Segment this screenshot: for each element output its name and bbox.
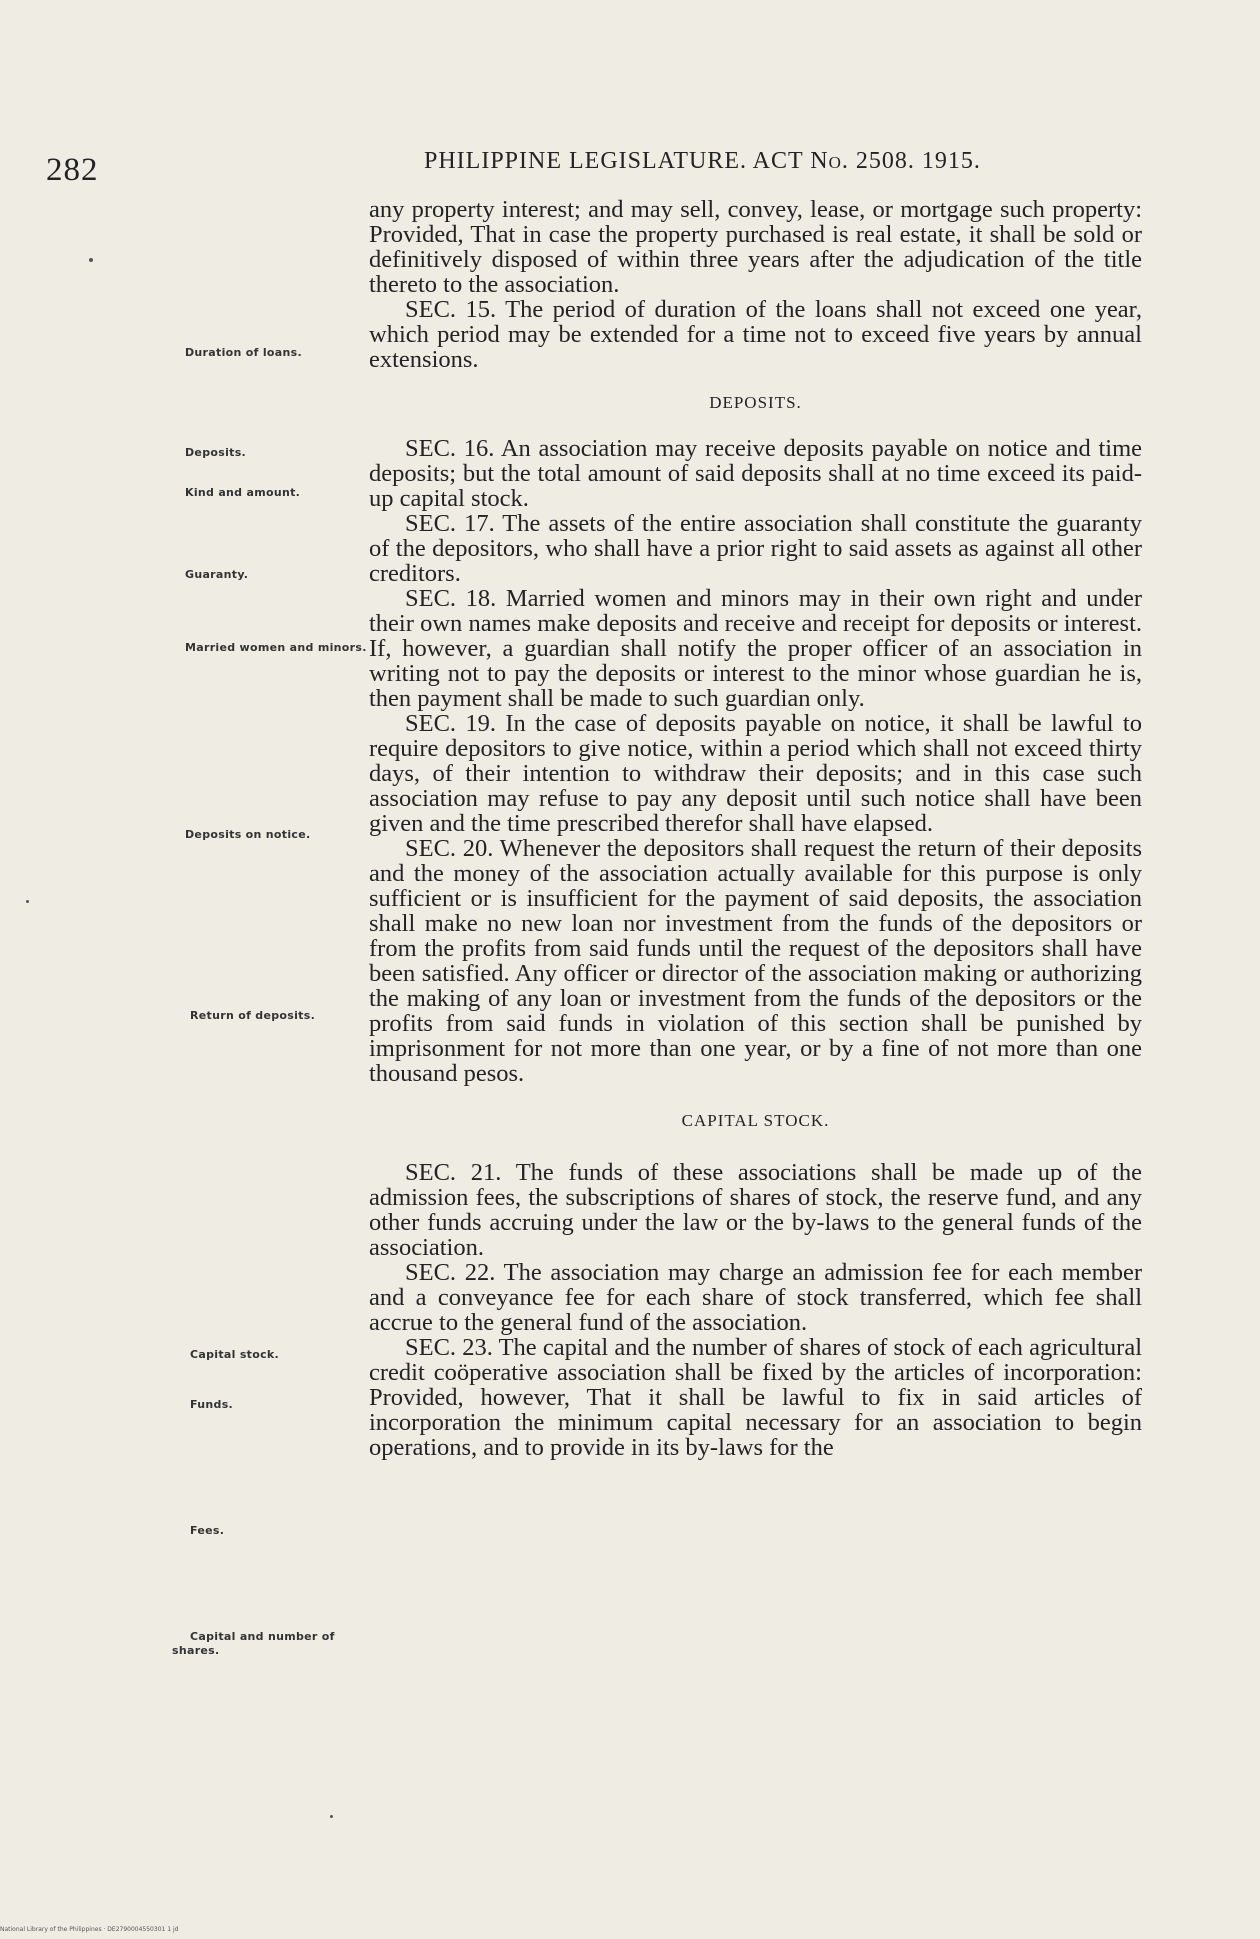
section-text: Whenever the depositors shall request the return of their deposits and the money of the association actually available for this purpose is only sufficient or is insufficient for the payment of said deposits, the association shall make no new loan nor investment from the funds of the depositors or from the profits from said funds until the request of the depositors shall have been satisfied. Any officer or director of the association making or authorizing the making of any loan or investment from the funds of the depositors or the profits from said funds in violation of this section shall be punished by imprisonment for not more than one year, or by a fine of not more than one thousand pesos. bbox=[369, 835, 1142, 1087]
margin-note-fees: Fees. bbox=[190, 1524, 225, 1537]
margin-note-capital-number: Capital and number of shares. bbox=[172, 1630, 335, 1657]
margin-note-married: Married women and minors. bbox=[185, 641, 367, 654]
scan-footer: National Library of the Philippines · DE2790004550301 1 jd bbox=[0, 1926, 179, 1933]
running-head: PHILIPPINE LEGISLATURE. ACT No. 2508. 1915. bbox=[424, 148, 981, 174]
section-label: SEC. 16. bbox=[405, 435, 495, 462]
section-label: SEC. 20. bbox=[405, 835, 494, 862]
section-17 bbox=[369, 511, 1142, 586]
section-23 bbox=[369, 1335, 1142, 1460]
section-text: In the case of deposits payable on notice, it shall be lawful to require depositors to give notice, within a period which shall not exceed thirty days, of their intention to withdraw their deposits; and in this case such association may refuse to pay any deposit until such notice shall have been given and the time prescribed therefor shall have elapsed. bbox=[369, 710, 1142, 837]
section-label: SEC. 15. bbox=[405, 296, 497, 323]
margin-note-kind: Kind and amount. bbox=[185, 486, 301, 499]
section-18 bbox=[369, 586, 1142, 711]
section-15 bbox=[369, 297, 1142, 372]
page-number: 282 bbox=[46, 152, 99, 188]
section-text: An association may receive deposits payable on notice and time deposits; but the total amount of said deposits shall at no time exceed its paid-up capital stock. bbox=[369, 435, 1142, 512]
body-text bbox=[369, 197, 1142, 1460]
section-label: SEC. 17. bbox=[405, 510, 495, 537]
scan-speck bbox=[89, 258, 93, 262]
section-text: The association may charge an admission fee for each member and a conveyance fee for each share of stock transferred, which fee shall accrue to the general fund of the association. bbox=[369, 1259, 1143, 1336]
section-21 bbox=[369, 1160, 1142, 1260]
scan-speck bbox=[26, 900, 29, 903]
section-label: SEC. 22. bbox=[405, 1259, 496, 1286]
section-20 bbox=[369, 836, 1142, 1086]
section-text: The period of duration of the loans shall not exceed one year, which period may be extended for a time not to exceed five years by annual extensions. bbox=[369, 296, 1142, 373]
margin-note-deposits: Deposits. bbox=[185, 446, 247, 459]
heading-capital-stock: CAPITAL STOCK. bbox=[681, 1111, 830, 1130]
section-19 bbox=[369, 711, 1142, 836]
margin-note-return: Return of deposits. bbox=[190, 1009, 316, 1022]
section-22 bbox=[369, 1260, 1142, 1335]
section-text: The assets of the entire association shall constitute the guaranty of the depositors, who shall have a prior right to said assets as against all other creditors. bbox=[369, 510, 1142, 587]
margin-note-capital: Capital stock. bbox=[190, 1348, 279, 1361]
section-label: SEC. 21. bbox=[405, 1159, 502, 1186]
section-text: The funds of these associations shall be made up of the admission fees, the subscriptions of shares of stock, the reserve fund, and any other funds accruing under the law or the by-laws to the general funds of the association. bbox=[369, 1159, 1142, 1261]
margin-note-duration: Duration of loans. bbox=[185, 346, 302, 359]
margin-note-on-notice: Deposits on notice. bbox=[185, 828, 311, 841]
section-text: Married women and minors may in their own right and under their own names make deposits and receive and receipt for deposits or interest. If, however, a guardian shall notify the proper officer of an association in writing not to pay the deposits or interest to the minor whose guardian he is, then payment shall be made to such guardian only. bbox=[369, 585, 1142, 712]
section-label: SEC. 23. bbox=[405, 1334, 493, 1361]
heading-deposits: DEPOSITS. bbox=[709, 393, 802, 412]
margin-note-guaranty: Guaranty. bbox=[185, 568, 249, 581]
margin-note-funds: Funds. bbox=[190, 1398, 234, 1411]
section-text: The capital and the number of shares of stock of each agricultural credit coöperative association shall be fixed by the articles of incorporation: Provided, however, That it shall be lawful to fix in said articles of incorporation the minimum capital necessary for an association to begin operations, and to provide in its by-laws for the bbox=[369, 1334, 1142, 1461]
paragraph-continuation: any property interest; and may sell, convey, lease, or mortgage such property: Provided, That in case the property purchased is real estate, it shall be sold or definitively disposed of within three years after the adjudication of the title thereto to the association. bbox=[369, 196, 1142, 298]
section-label: SEC. 19. bbox=[405, 710, 497, 737]
section-16 bbox=[369, 436, 1142, 511]
scan-speck bbox=[330, 1815, 333, 1818]
section-label: SEC. 18. bbox=[405, 585, 497, 612]
